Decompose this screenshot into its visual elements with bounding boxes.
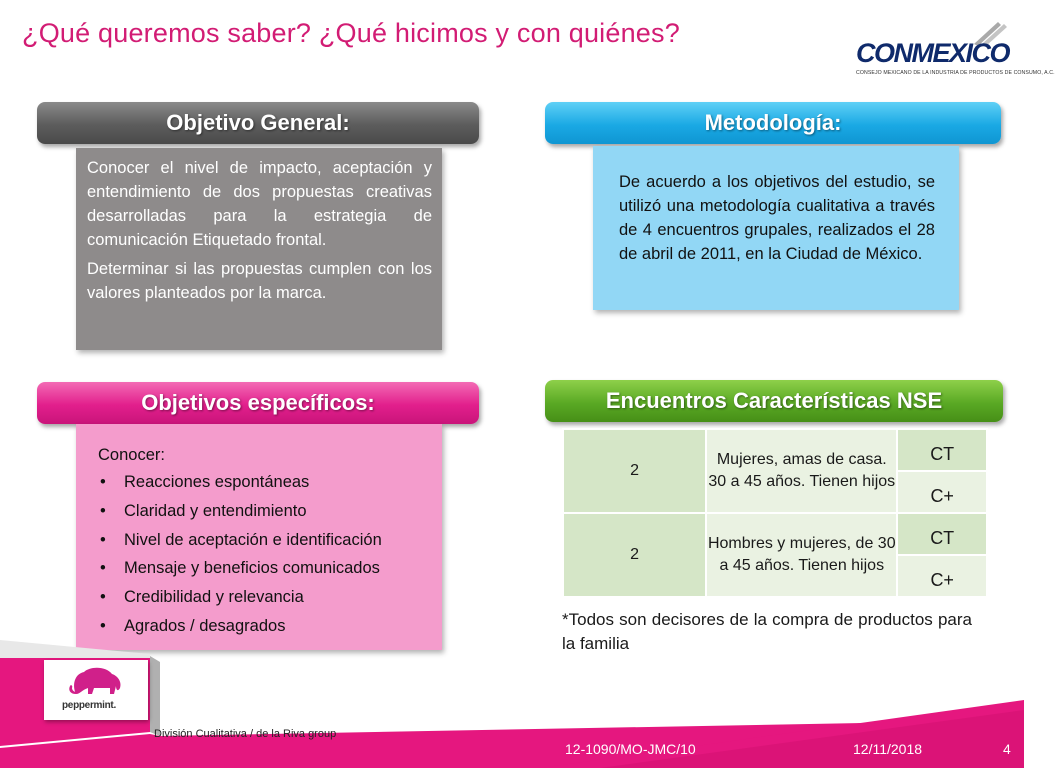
objetivos-especificos-intro: Conocer: xyxy=(98,446,165,464)
metodologia-header-text: Metodología: xyxy=(704,110,842,135)
encuentros-note: *Todos son decisores de la compra de productos para la familia xyxy=(562,610,972,653)
list-item: • Reacciones espontáneas xyxy=(98,468,436,497)
objetivo-general-p1: Conocer el nivel de impacto, aceptación y entendimiento de dos propuestas creativas desarrolladas para la estrategia de comunicación Etiquetado frontal. xyxy=(87,159,432,249)
objetivos-especificos-header xyxy=(37,382,479,424)
nse-cell: C+ xyxy=(897,471,987,513)
objetivos-especificos-header-text: Objetivos específicos: xyxy=(141,390,375,415)
logo-subtitle: CONSEJO MEXICANO DE LA INDUSTRIA DE PRODUCTOS DE CONSUMO, A.C. xyxy=(856,70,1055,76)
metodologia-box xyxy=(593,146,959,310)
nse-cell: CT xyxy=(897,513,987,555)
list-item: • Agrados / desagrados xyxy=(98,612,436,641)
table-row xyxy=(563,429,987,471)
slide-title: ¿Qué queremos saber? ¿Qué hicimos y con quiénes? xyxy=(22,18,680,48)
elephant-icon xyxy=(66,664,126,700)
objetivos-especificos-list xyxy=(98,468,436,641)
encuentros-table xyxy=(562,428,988,598)
list-item: • Claridad y entendimiento xyxy=(98,497,436,526)
encuentros-count-cell: 2 xyxy=(563,513,706,597)
peppermint-logo xyxy=(44,660,148,720)
list-item: • Mensaje y beneficios comunicados xyxy=(98,554,436,583)
logo-wordmark xyxy=(856,38,1009,69)
footer-date: 12/11/2018 xyxy=(853,741,923,757)
encuentros-description-cell: Mujeres, amas de casa. 30 a 45 años. Tienen hijos xyxy=(706,429,897,513)
table-row xyxy=(563,513,987,555)
objetivos-especificos-box xyxy=(76,424,442,650)
conmexico-logo xyxy=(852,20,1055,80)
peppermint-wordmark: peppermint. xyxy=(62,700,116,711)
encuentros-count-cell: 2 xyxy=(563,429,706,513)
objetivo-general-header xyxy=(37,102,479,144)
list-item: • Credibilidad y relevancia xyxy=(98,583,436,612)
objetivo-general-p2: Determinar si las propuestas cumplen con los valores planteados por la marca. xyxy=(87,260,432,302)
list-item: • Nivel de aceptación e identificación xyxy=(98,526,436,555)
footer-page-number: 4 xyxy=(1003,741,1011,757)
encuentros-header xyxy=(545,380,1003,422)
objetivo-general-header-text: Objetivo General: xyxy=(166,110,350,135)
metodologia-text: De acuerdo a los objetivos del estudio, se utilizó una metodología cualitativa a través de 4 encuentros grupales, realizados el 28 de abril de 2011, en la Ciudad de México. xyxy=(619,173,935,263)
logo-wordmark-a: CON xyxy=(856,38,912,68)
nse-cell: CT xyxy=(897,429,987,471)
logo-wordmark-b: MEXICO xyxy=(911,38,1010,68)
objetivo-general-box xyxy=(76,148,442,350)
nse-cell: C+ xyxy=(897,555,987,597)
footer-code: 12-1090/MO-JMC/10 xyxy=(565,741,696,757)
encuentros-header-text: Encuentros Características NSE xyxy=(605,388,943,413)
footer-division: División Cualitativa / de la Riva group xyxy=(154,728,337,740)
encuentros-description-cell: Hombres y mujeres, de 30 a 45 años. Tienen hijos xyxy=(706,513,897,597)
metodologia-header xyxy=(545,102,1001,144)
